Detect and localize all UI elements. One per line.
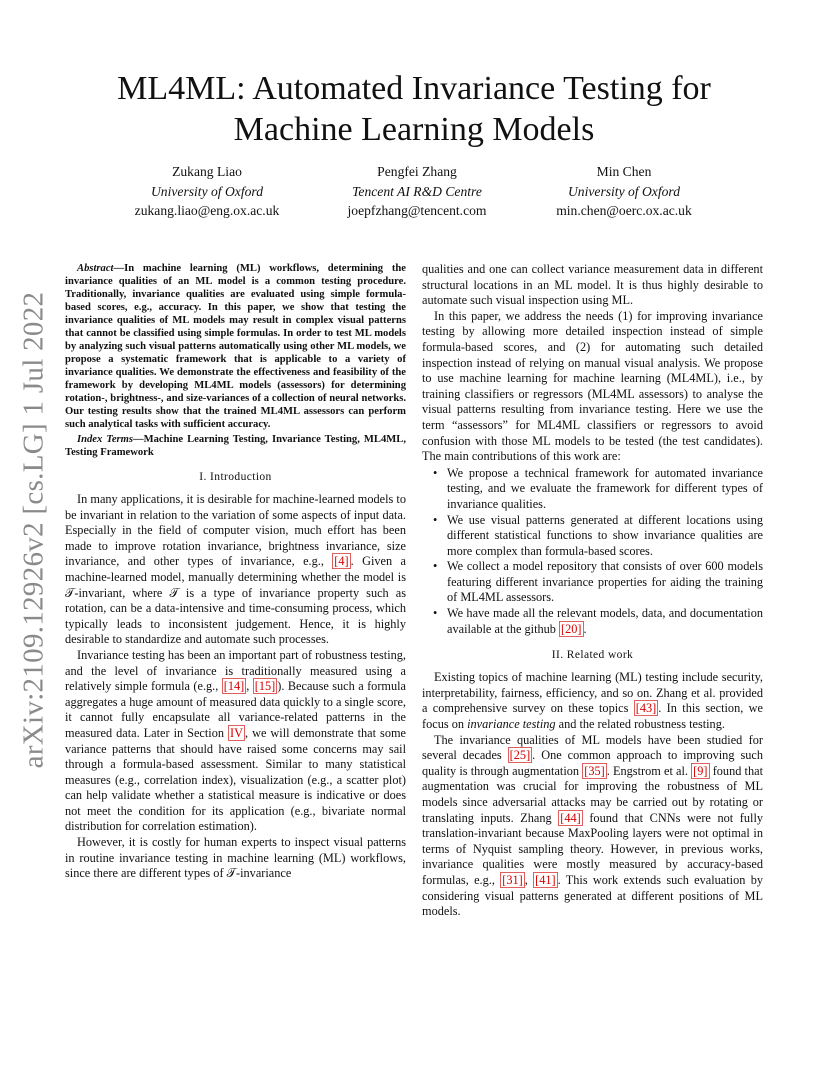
bullet-glyph: • xyxy=(433,559,438,574)
abstract-lead: Abstract xyxy=(77,263,114,274)
emphasis-text: invariance testing xyxy=(467,717,556,732)
citation-link[interactable]: [31] xyxy=(502,872,523,887)
author-email: min.chen@oerc.ox.ac.uk xyxy=(556,203,692,218)
text-run: . One common approach to improving such quality is through augmentation xyxy=(422,748,763,778)
text-run: In many applications, it is desirable for machine-learned models to be invariant in relation to the variation of some aspects of input data. Especially in the field of computer vision, much effort has been made to improve rotation invariance, brightness invariance, size invariance, and other types of invariance, e.g., xyxy=(65,492,406,569)
related-paragraph-1 xyxy=(422,670,763,732)
text-run: . In this section, we focus on xyxy=(422,701,763,732)
bullet-glyph: • xyxy=(433,606,438,621)
bullet-glyph: • xyxy=(433,465,438,480)
list-item-text: We propose a technical framework for automated invariance testing, and we evaluate the framework for different types of invariance qualities. xyxy=(447,465,763,511)
text-run: and the related robustness testing. xyxy=(555,717,725,732)
list-item xyxy=(422,559,763,606)
text-run: Invariance testing has been an important part of robustness testing, and the level of invariance is traditionally measured using a relatively simple formula (e.g., xyxy=(65,647,406,694)
author-affiliation: University of Oxford xyxy=(567,183,680,199)
abstract-text: —In machine learning (ML) workflows, determining the invariance qualities of an ML model is a common testing procedure. Traditionally, invariance qualities are evaluated using simple formula-based scores, e.g., accuracy. In this paper, we show that testing the invariance qualities of ML models may result in complex visual patterns that cannot be classified using simple formulas. In order to test ML models by analyzing such visual patterns automatically using other ML models, we propose a systematic framework that is applicable to a variety of invariance qualities. We demonstrate the effectiveness and feasibility of the framework by developing ML4ML models (assessors) for determining rotation-, brightness-, and size-variances of a collection of neural networks. Our testing results show that the trained ML4ML assessors can perform such analytical tasks with sufficient accuracy. xyxy=(65,263,406,430)
citation-link[interactable]: [9] xyxy=(693,763,708,778)
list-item xyxy=(422,466,763,513)
text-run: . This work extends such evaluation by considering visual patterns generated at different positions of ML models. xyxy=(422,872,763,919)
section-heading-introduction: I. Introduction xyxy=(199,471,272,483)
author-email: zukang.liao@eng.ox.ac.uk xyxy=(134,203,280,218)
citation-link[interactable]: [4] xyxy=(334,554,349,569)
author-name: Zukang Liao xyxy=(172,164,242,179)
paper-title xyxy=(100,68,728,150)
list-item-text: . xyxy=(583,621,587,636)
author-block-1 xyxy=(97,162,317,221)
contributions-list xyxy=(422,466,763,638)
abstract xyxy=(65,262,406,431)
author-affiliation: Tencent AI R&D Centre xyxy=(352,183,482,199)
text-run: , xyxy=(246,679,253,694)
text-run: . Given a machine-learned model, manually determining whether the model is 𝒯-invariant, where 𝒯 is a type of invariance property such as rotation, can be a data-intensive and time-consuming process, which typically leads to inconsistent judgement. Hence, it is highly desirable to standardize and automate such processes. xyxy=(65,554,406,647)
list-item-text: We have made all the relevant models, data, and documentation available at the github xyxy=(447,606,763,636)
index-terms-lead: Index Terms xyxy=(77,434,134,445)
author-name: Min Chen xyxy=(596,164,652,179)
intro-paragraph-3: However, it is costly for human experts to inspect visual patterns in routine invariance testing in machine learning (ML) workflows, since there are different types of 𝒯-invariance xyxy=(65,835,406,881)
text-run: Existing topics of machine learning (ML) testing include security, interpretability, fairness, efficiency, and so on. Zhang et al. provided a comprehensive survey on these topics xyxy=(422,670,763,716)
author-affiliation: University of Oxford xyxy=(150,183,263,199)
list-item xyxy=(422,513,763,560)
intro-paragraph-1 xyxy=(65,492,406,648)
arxiv-identifier-text: arXiv:2109.12926v2 [cs.LG] 1 Jul 2022 xyxy=(17,291,50,769)
paper-title-line-1: ML4ML: Automated Invariance Testing for xyxy=(117,70,711,107)
text-run: found that augmentation was crucial for improving the robustness of ML models since adversarial attacks may be carried out by rotating or translating inputs. Zhang xyxy=(422,763,763,825)
left-column xyxy=(65,262,406,882)
citation-link[interactable]: [25] xyxy=(509,748,531,763)
index-terms-text: —Machine Learning Testing, Invariance Testing, ML4ML, Testing Framework xyxy=(65,434,406,458)
arxiv-identifier xyxy=(14,291,54,769)
citation-link[interactable]: [14] xyxy=(223,679,245,694)
list-item-text: We collect a model repository that consists of over 600 models featuring different invariance properties for aiding the training of ML4ML assessors. xyxy=(447,559,763,605)
intro-paragraph-4: In this paper, we address the needs (1) for improving invariance testing by allowing more detailed inspection instead of simple formula-based scores, and (2) for automating such detailed inspection instead of relying on manual visual analysis. We propose to use machine learning for machine learning (ML4ML), i.e., by training classifiers or regressors (ML4ML assessors) to analyse the visual patterns resulting from invariance testing. Here we use the term “assessors” for ML4ML classifiers or regressors to avoid confusion with those ML models to be tested (the test candidates). The main contributions of this work are: xyxy=(422,308,763,464)
author-block-3 xyxy=(514,162,734,221)
text-run: , xyxy=(524,872,534,887)
intro-paragraph-2 xyxy=(65,648,406,835)
citation-link[interactable]: [20] xyxy=(561,621,582,636)
citation-link[interactable]: [41] xyxy=(535,872,556,887)
text-run: , we will demonstrate that some variance patterns that should have raised some concerns may sail through a formula-based assessment. Similar to many statistical measures (e.g., correlation index), visualization (e.g., a scatter plot) can help validate whether a statistical measure is indicative or does not meet the condition for its application (e.g., bivariate normal distribution for correlation estimation). xyxy=(65,725,406,834)
citation-link[interactable]: [35] xyxy=(584,763,605,778)
text-run: ). Because such a formula aggregates a huge amount of measured data quickly to a single score, it cannot fully encapsulate all variance-related patterns in the measured data. Later in Section xyxy=(65,679,407,740)
right-column xyxy=(422,262,763,920)
section-link[interactable]: IV xyxy=(230,725,243,740)
list-item xyxy=(422,606,763,637)
text-run: . Engstrom et al. xyxy=(606,763,692,778)
section-heading-related-work: II. Related work xyxy=(551,649,634,662)
citation-link[interactable]: [15] xyxy=(254,679,276,694)
intro-paragraph-3-continued: qualities and one can collect variance measurement data in different structural locations in an ML model. It is thus highly desirable to automate such visual inspection using ML. xyxy=(422,262,763,308)
author-block-2 xyxy=(307,162,527,221)
related-paragraph-2 xyxy=(422,733,763,920)
list-item-text: We use visual patterns generated at different locations using different statistical functions to show invariance qualities are more complex than formula-based scores. xyxy=(447,512,763,558)
text-run: The invariance qualities of ML models have been studied for several decades xyxy=(422,732,763,763)
bullet-glyph: • xyxy=(433,512,438,527)
citation-link[interactable]: [43] xyxy=(635,701,657,716)
paper-title-line-2: Machine Learning Models xyxy=(233,111,595,148)
author-email: joepfzhang@tencent.com xyxy=(347,203,487,218)
author-name: Pengfei Zhang xyxy=(377,164,457,179)
text-run: found that CNNs were not fully translation-invariant because MaxPooling layers were not optimal in terms of Nyquist sampling theory. However, in previous works, invariance qualities were mostly measured by accuracy-based formulas, e.g., xyxy=(422,810,764,887)
index-terms xyxy=(65,433,406,459)
citation-link[interactable]: [44] xyxy=(560,810,581,825)
